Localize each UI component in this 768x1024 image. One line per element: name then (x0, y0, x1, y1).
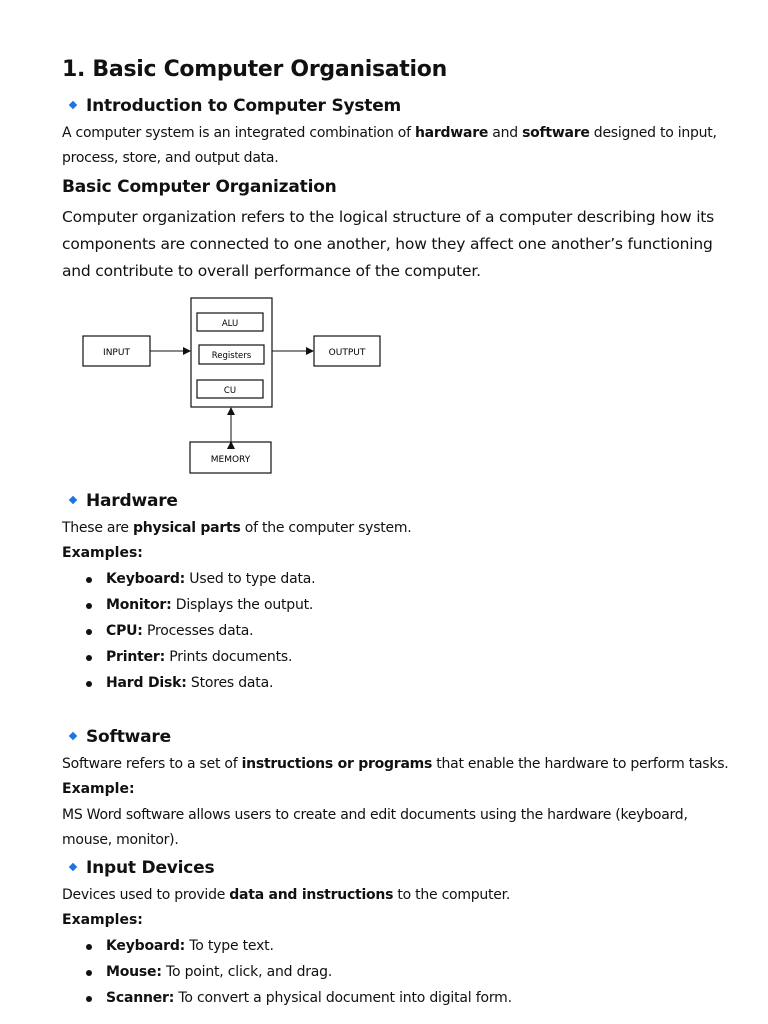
organization-paragraph: Computer organization refers to the logical structure of a computer describing how its components are connected to one another, how they affect one another’s functioning and contribute to overall performance of the computer. (62, 208, 715, 280)
page-title: 1. Basic Computer Organisation (62, 57, 447, 82)
list-item: Keyboard: Used to type data. (106, 571, 315, 587)
intro-paragraph: A computer system is an integrated combination of hardware and software designed to input, process, store, and output data. (62, 125, 717, 166)
output-label: OUTPUT (328, 348, 366, 358)
hardware-paragraph: These are physical parts of the computer system. (62, 520, 412, 536)
software-heading: Software (62, 727, 171, 747)
input-devices-heading: Input Devices (62, 858, 214, 878)
software-example-text: MS Word software allows users to create and edit documents using the hardware (keyboard, mouse, monitor). (62, 807, 688, 848)
alu-label: ALU (221, 319, 239, 329)
registers-label: Registers (211, 351, 252, 361)
list-item: Printer: Prints documents. (106, 649, 292, 665)
list-item: Keyboard: To type text. (106, 938, 274, 954)
list-item: CPU: Processes data. (106, 623, 253, 639)
list-item: Scanner: To convert a physical document into digital form. (106, 990, 512, 1006)
software-paragraph: Software refers to a set of instructions or programs that enable the hardware to perform tasks. (62, 756, 729, 772)
input-devices-examples-label: Examples: (62, 912, 143, 928)
diamond-bullet-icon (69, 732, 77, 740)
diamond-bullet-icon (69, 496, 77, 504)
memory-label: MEMORY (210, 455, 251, 465)
hardware-heading: Hardware (62, 491, 178, 511)
intro-heading: Introduction to Computer System (62, 96, 401, 116)
list-item: Monitor: Displays the output. (106, 597, 313, 613)
organization-heading: Basic Computer Organization (62, 177, 337, 197)
hardware-examples-label: Examples: (62, 545, 143, 561)
diamond-bullet-icon (69, 101, 77, 109)
list-item: Mouse: To point, click, and drag. (106, 964, 332, 980)
input-label: INPUT (103, 348, 130, 358)
computer-organization-diagram (80, 295, 420, 480)
cu-label: CU (223, 386, 237, 396)
list-item: Hard Disk: Stores data. (106, 675, 273, 691)
input-devices-paragraph: Devices used to provide data and instructions to the computer. (62, 887, 511, 903)
software-example-label: Example: (62, 781, 135, 797)
diamond-bullet-icon (69, 863, 77, 871)
